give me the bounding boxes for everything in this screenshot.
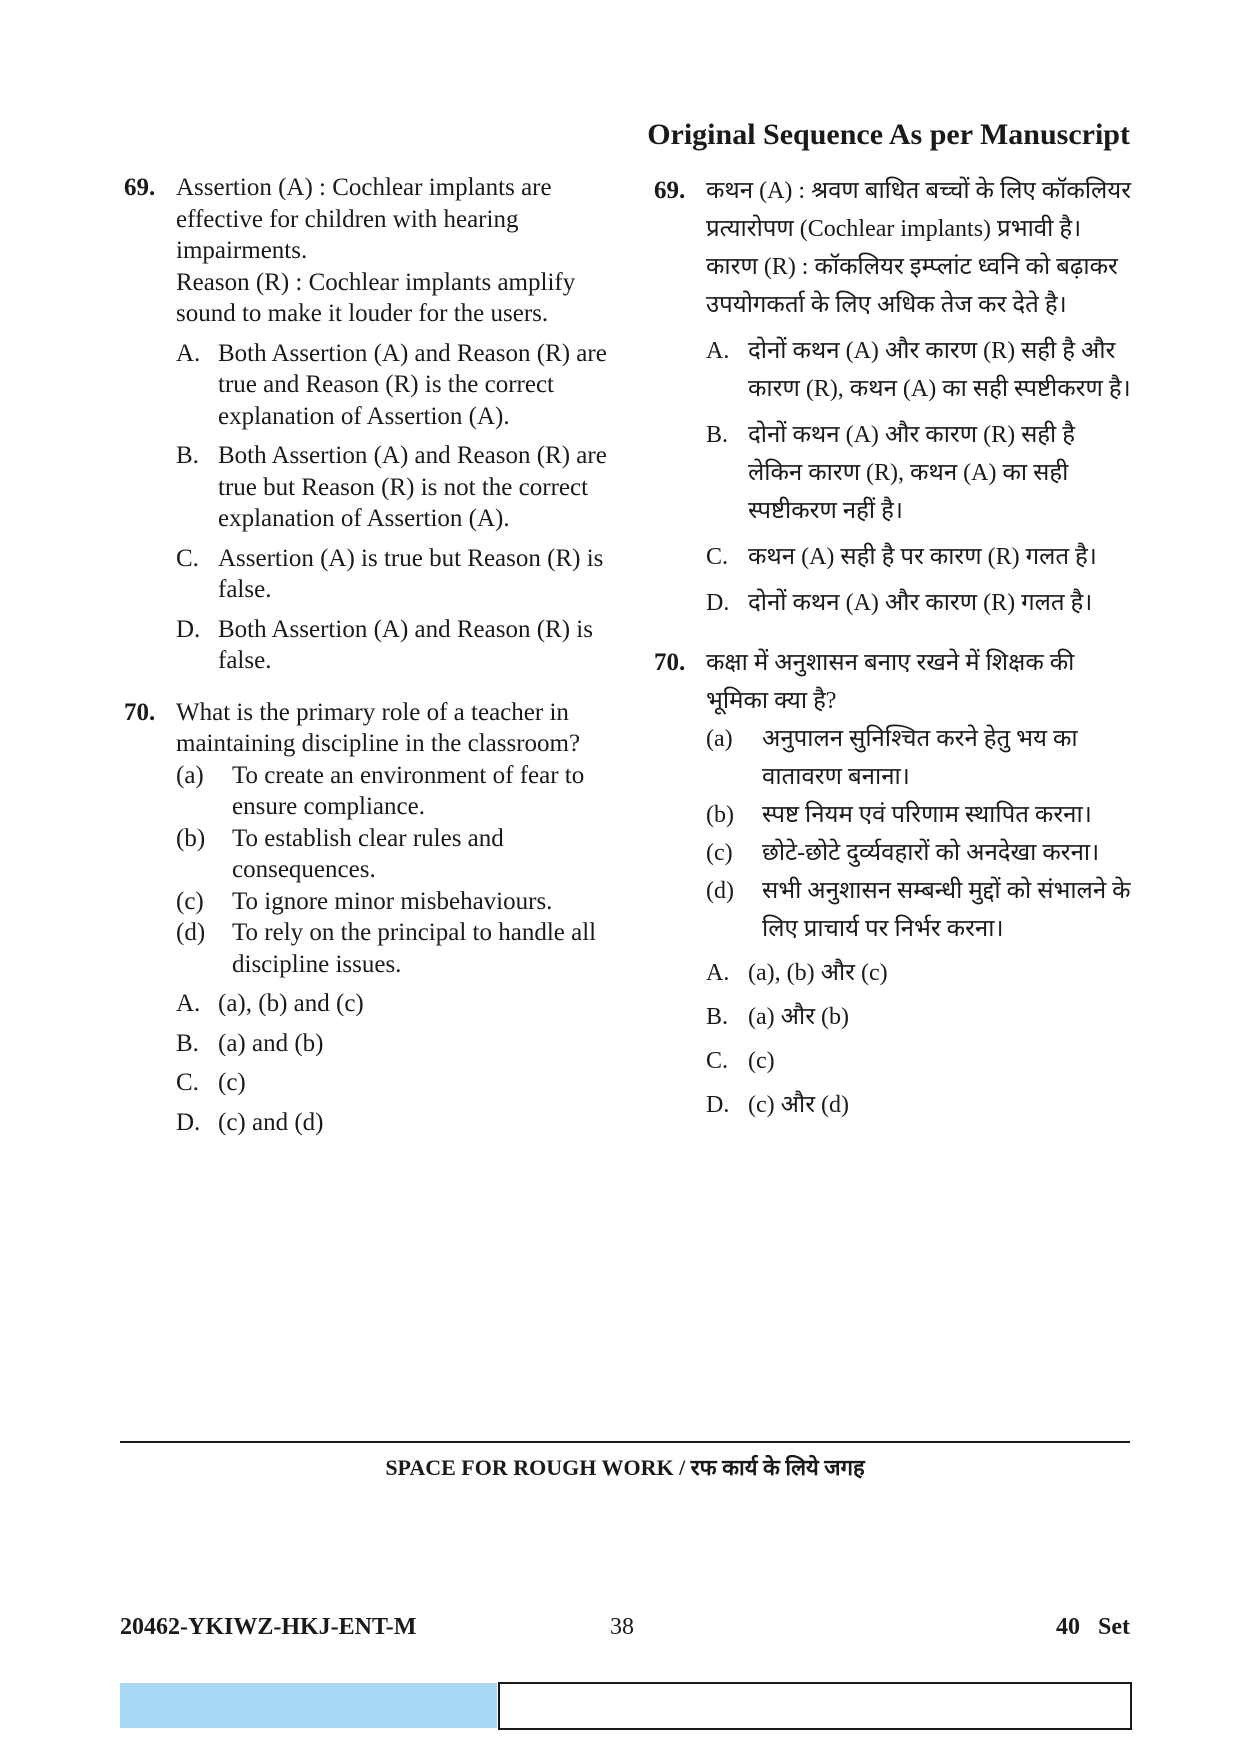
colored-band — [120, 1683, 497, 1728]
option-c[interactable] — [176, 543, 609, 606]
option-d[interactable] — [176, 614, 609, 677]
question-number: 70. — [124, 698, 156, 726]
option-d[interactable] — [706, 584, 1134, 622]
option-text: दोनों कथन (A) और कारण (R) सही है और कारण (R), कथन (A) का सही स्पष्टीकरण है। — [748, 338, 1131, 402]
option-text: (a) and (b) — [218, 1029, 324, 1057]
question-number: 69. — [124, 174, 156, 201]
rough-work-divider — [120, 1441, 1130, 1443]
option-label: A. — [176, 990, 201, 1017]
statement-label: (a) — [176, 761, 204, 789]
question-69-en — [124, 172, 609, 677]
option-text: (c) — [218, 1069, 246, 1096]
set-label: 40 Set — [1056, 1614, 1130, 1640]
statement-a — [176, 760, 609, 823]
assertion-text: Assertion (A) : Cochlear implants are effective for children with hearing impairments. — [176, 174, 552, 264]
option-text: कथन (A) सही है पर कारण (R) गलत है। — [748, 544, 1097, 570]
statement-text: To rely on the principal to handle all discipline issues. — [232, 919, 597, 978]
option-label: C. — [176, 544, 199, 572]
option-label: B. — [706, 422, 729, 448]
option-text: (c) and (d) — [218, 1108, 324, 1136]
hindi-column — [654, 172, 1134, 1124]
statement-text: To ignore minor misbehaviours. — [232, 887, 553, 915]
option-a[interactable] — [176, 988, 609, 1020]
question-number: 69. — [654, 177, 686, 204]
option-text: Both Assertion (A) and Reason (R) are true and Reason (R) is the correct explanation of Assertion (A). — [218, 339, 607, 430]
reason-text: Reason (R) : Cochlear implants amplify sound to make it louder for the users. — [176, 268, 576, 327]
option-label: B. — [176, 1029, 199, 1057]
empty-box — [498, 1682, 1132, 1730]
page-title: Original Sequence As per Manuscript — [647, 118, 1130, 151]
option-label: D. — [706, 590, 730, 616]
assertion-text: कथन (A) : श्रवण बाधित बच्चों के लिए कॉकलियर प्रत्यारोपण (Cochlear implants) प्रभावी है। — [706, 178, 1132, 242]
option-text: (c) — [748, 1048, 775, 1074]
reason-text: कारण (R) : कॉकलियर इम्प्लांट ध्वनि को बढ़ाकर उपयोगकर्ता के लिए अधिक तेज कर देते है। — [706, 254, 1118, 318]
option-label: A. — [706, 338, 730, 364]
option-text: (a) और (b) — [748, 1004, 849, 1030]
option-label: D. — [706, 1092, 730, 1118]
statement-text: स्पष्ट नियम एवं परिणाम स्थापित करना। — [762, 802, 1092, 828]
option-text: Assertion (A) is true but Reason (R) is false. — [218, 544, 604, 603]
option-text: दोनों कथन (A) और कारण (R) गलत है। — [748, 590, 1093, 616]
statement-label: (d) — [706, 878, 734, 904]
option-b[interactable] — [176, 1028, 609, 1060]
english-column — [124, 172, 609, 1138]
option-c[interactable] — [706, 1042, 1134, 1080]
statement-label: (b) — [176, 824, 206, 852]
question-70-hi — [654, 644, 1134, 1124]
option-label: D. — [176, 615, 201, 643]
statement-text: अनुपालन सुनिश्चित करने हेतु भय का वातावरण बनाना। — [762, 726, 1078, 790]
option-text: Both Assertion (A) and Reason (R) are true but Reason (R) is not the correct explanation of Assertion (A). — [218, 442, 607, 532]
statement-text: To create an environment of fear to ensure compliance. — [232, 761, 585, 820]
statement-d — [176, 917, 609, 980]
statement-label: (d) — [176, 919, 206, 946]
option-b[interactable] — [176, 440, 609, 535]
option-a[interactable] — [176, 338, 609, 433]
option-text: दोनों कथन (A) और कारण (R) सही है लेकिन कारण (R), कथन (A) का सही स्पष्टीकरण नहीं है। — [748, 422, 1076, 524]
option-text: (a), (b) और (c) — [748, 960, 888, 986]
statement-text: To establish clear rules and consequences. — [232, 824, 504, 883]
option-c[interactable] — [176, 1067, 609, 1099]
option-text: Both Assertion (A) and Reason (R) is false. — [218, 615, 593, 674]
option-d[interactable] — [176, 1107, 609, 1139]
statement-label: (c) — [176, 887, 204, 915]
paper-code: 20462-YKIWZ-HKJ-ENT-M — [120, 1614, 417, 1640]
question-text: कक्षा में अनुशासन बनाए रखने में शिक्षक की भूमिका क्या है? — [706, 650, 1075, 714]
question-69-hi — [654, 172, 1134, 622]
statement-label: (a) — [706, 726, 733, 752]
option-label: C. — [176, 1069, 199, 1096]
question-number: 70. — [654, 649, 686, 676]
rough-work-label: SPACE FOR ROUGH WORK / रफ कार्य के लिये जगह — [385, 1455, 865, 1480]
statement-text: छोटे-छोटे दुर्व्यवहारों को अनदेखा करना। — [762, 840, 1100, 866]
statement-b — [176, 823, 609, 886]
option-d[interactable] — [706, 1086, 1134, 1124]
option-c[interactable] — [706, 538, 1134, 576]
question-text: What is the primary role of a teacher in maintaining discipline in the classroom? — [176, 698, 581, 757]
option-label: A. — [706, 960, 730, 986]
option-label: B. — [706, 1004, 729, 1030]
statement-a — [706, 720, 1134, 796]
page-number: 38 — [610, 1614, 634, 1640]
option-label: B. — [176, 442, 199, 469]
statement-d — [706, 872, 1134, 948]
statement-text: सभी अनुशासन सम्बन्धी मुद्दों को संभालने के लिए प्राचार्य पर निर्भर करना। — [762, 878, 1131, 942]
statement-c — [706, 834, 1134, 872]
question-70-en — [124, 697, 609, 1139]
option-text: (c) और (d) — [748, 1092, 849, 1118]
option-label: D. — [176, 1108, 201, 1136]
option-a[interactable] — [706, 332, 1134, 408]
option-label: A. — [176, 339, 201, 367]
statement-c — [176, 886, 609, 918]
option-text: (a), (b) and (c) — [218, 990, 364, 1017]
statement-label: (b) — [706, 802, 734, 828]
option-a[interactable] — [706, 954, 1134, 992]
option-label: C. — [706, 1048, 729, 1074]
option-b[interactable] — [706, 416, 1134, 530]
option-b[interactable] — [706, 998, 1134, 1036]
option-label: C. — [706, 544, 729, 570]
statement-b — [706, 796, 1134, 834]
statement-label: (c) — [706, 840, 733, 866]
